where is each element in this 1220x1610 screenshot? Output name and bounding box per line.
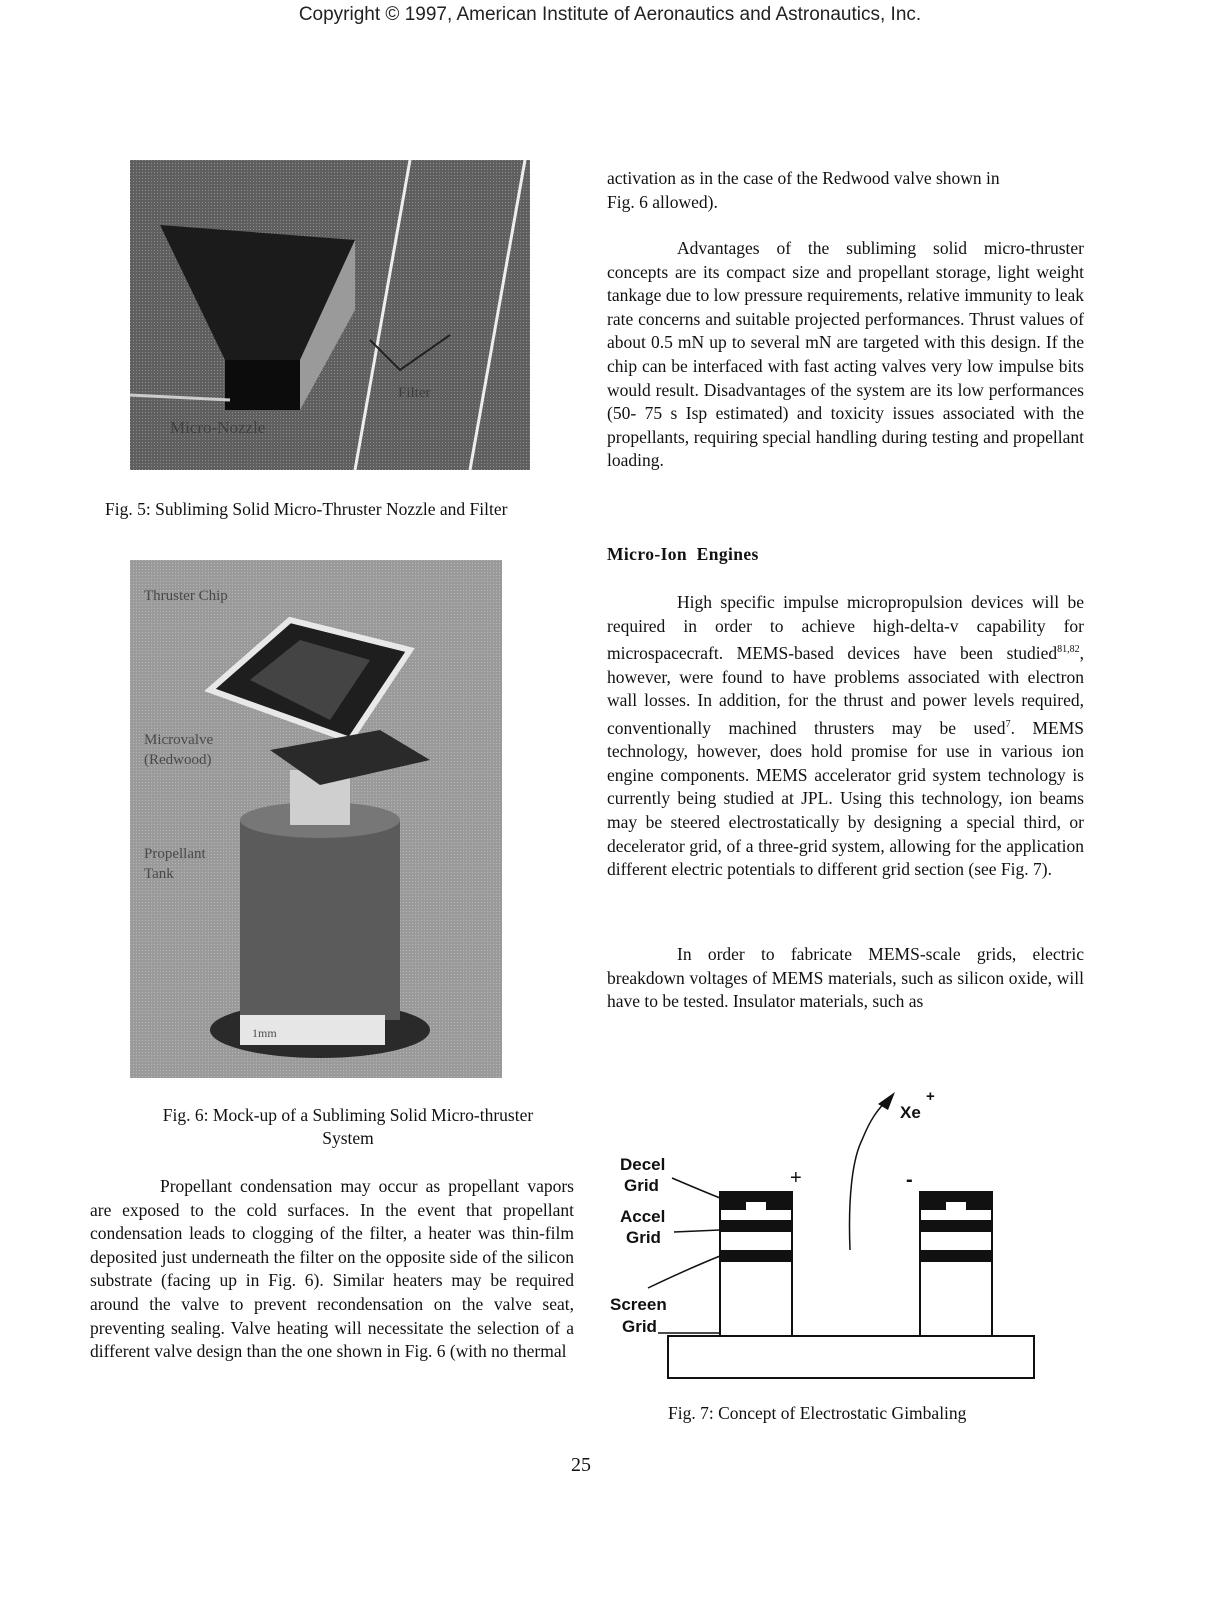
accel-grid-label-1: Accel bbox=[620, 1207, 666, 1226]
figure-6-caption-line-1: Fig. 6: Mock-up of a Subliming Solid Micro-thruster bbox=[162, 1105, 534, 1125]
figure-6-valve-label-2: (Redwood) bbox=[144, 752, 212, 768]
figure-6-caption-line-2: System bbox=[322, 1128, 374, 1148]
right-decel-bump-right bbox=[966, 1192, 992, 1210]
left-decel-bump-right bbox=[766, 1192, 792, 1210]
left-screen-electrode bbox=[720, 1250, 792, 1262]
paragraph-propellant-condensation bbox=[90, 1175, 574, 1364]
paragraph-activation bbox=[607, 167, 1084, 214]
right-accel-electrode bbox=[920, 1220, 992, 1232]
right-decel-bump-left bbox=[920, 1192, 946, 1210]
paragraph-advantages bbox=[607, 237, 1084, 473]
figure-7-diagram bbox=[600, 1080, 1060, 1400]
substrate bbox=[668, 1336, 1034, 1378]
figure-7-drawing bbox=[600, 1080, 1060, 1400]
figure-6-chip-label: Thruster Chip bbox=[144, 588, 228, 604]
figure-6-photo bbox=[130, 560, 502, 1078]
citation-7: 7 bbox=[1005, 718, 1011, 730]
paragraph-micro-ion bbox=[607, 591, 1084, 882]
copyright-header: Copyright © 1997, American Institute of Aeronautics and Astronautics, Inc. bbox=[298, 4, 922, 25]
figure-5-filter-label: Filter bbox=[398, 385, 431, 401]
paragraph-mems-grids-text: In order to fabricate MEMS-scale grids, electric breakdown voltages of MEMS materials, such as silicon oxide, will have to be tested. Insulator materials, such as bbox=[607, 944, 1084, 1012]
paragraph-activation-line-2: Fig. 6 allowed). bbox=[607, 191, 718, 212]
accel-grid-leader bbox=[674, 1230, 720, 1232]
section-title-micro-ion: Micro-Ion Engines bbox=[607, 544, 759, 564]
page-number: 25 bbox=[571, 1454, 591, 1476]
figure-6-tank-label-2: Tank bbox=[144, 866, 174, 882]
figure-5-nozzle-label: Micro-Nozzle bbox=[170, 418, 266, 437]
figure-6-tank-label-1: Propellant bbox=[144, 846, 206, 862]
screen-grid-leader-2 bbox=[648, 1256, 720, 1288]
citation-81-82: 81,82 bbox=[1057, 644, 1080, 656]
paragraph-micro-ion-text-c: . MEMS technology, however, does hold promise for use in various ion engine components. MEMS accelerator grid system technology is currently being studied at JPL. Using this technology, ion beams may be steered electrostatically by designing a special third, or decelerator grid, of a three-grid system, allowing for the application different electric potentials to different grid section (see Fig. 7). bbox=[607, 717, 1084, 880]
paragraph-propellant-condensation-text: Propellant condensation may occur as propellant vapors are exposed to the cold surfaces. In the event that propellant condensation leads to clogging of the filter, a heater was thin-film deposited just underneath the filter on the opposite side of the silicon substrate (facing up in Fig. 6). Similar heaters may be required around the valve to prevent recondensation on the valve seat, preventing sealing. Valve heating will necessitate the selection of a different valve design than the one shown in Fig. 6 (with no thermal bbox=[90, 1176, 574, 1362]
paragraph-micro-ion-text-a: High specific impulse micropropulsion devices will be required in order to achieve high-delta-v capability for microspacecraft. MEMS-based devices have been studied bbox=[607, 592, 1084, 664]
figure-6-scale-label: 1mm bbox=[252, 1026, 277, 1040]
decel-grid-label-2: Grid bbox=[624, 1176, 659, 1195]
figure-6-image bbox=[130, 560, 502, 1078]
decel-grid-leader bbox=[672, 1178, 720, 1198]
screen-grid-label-2: Grid bbox=[622, 1317, 657, 1336]
negative-potential-label: - bbox=[906, 1169, 913, 1191]
paragraph-advantages-text: Advantages of the subliming solid micro-thruster concepts are its compact size and propellant storage, light weight tankage due to low pressure requirements, relative immunity to leak rate concerns and suitable projected performances. Thrust values of about 0.5 mN up to several mN are targeted with this design. If the chip can be interfaced with fast acting valves very low impulse bits would result. Disadvantages of the system are its low performances (50- 75 s Isp estimated) and toxicity issues associated with the propellants, requiring special handling during testing and propellant loading. bbox=[607, 238, 1084, 471]
decel-grid-label-1: Decel bbox=[620, 1155, 666, 1174]
left-grid-stack bbox=[720, 1192, 792, 1336]
xenon-ion-charge: + bbox=[926, 1088, 935, 1105]
ion-beam-trajectory bbox=[850, 1098, 891, 1250]
left-accel-electrode bbox=[720, 1220, 792, 1232]
screen-grid-label-1: Screen bbox=[610, 1295, 667, 1314]
figure-6-valve-label-1: Microvalve bbox=[144, 732, 214, 748]
right-grid-stack bbox=[920, 1192, 992, 1336]
paragraph-mems-grids bbox=[607, 943, 1084, 1014]
figure-5-caption: Fig. 5: Subliming Solid Micro-Thruster Nozzle and Filter bbox=[105, 499, 508, 519]
figure-5-photo bbox=[130, 160, 530, 470]
xenon-ion-label: Xe bbox=[900, 1103, 921, 1122]
paragraph-micro-ion-text-b: , however, were found to have problems associated with electron wall losses. In addition, for the thrust and power levels required, conventionally machined thrusters may be used bbox=[607, 643, 1084, 738]
paragraph-activation-line-1: activation as in the case of the Redwood valve shown in bbox=[607, 168, 1000, 188]
figure-7-caption: Fig. 7: Concept of Electrostatic Gimbaling bbox=[668, 1403, 967, 1423]
accel-grid-label-2: Grid bbox=[626, 1228, 661, 1247]
positive-potential-label: + bbox=[790, 1167, 802, 1189]
left-decel-bump-left bbox=[720, 1192, 746, 1210]
right-screen-electrode bbox=[920, 1250, 992, 1262]
